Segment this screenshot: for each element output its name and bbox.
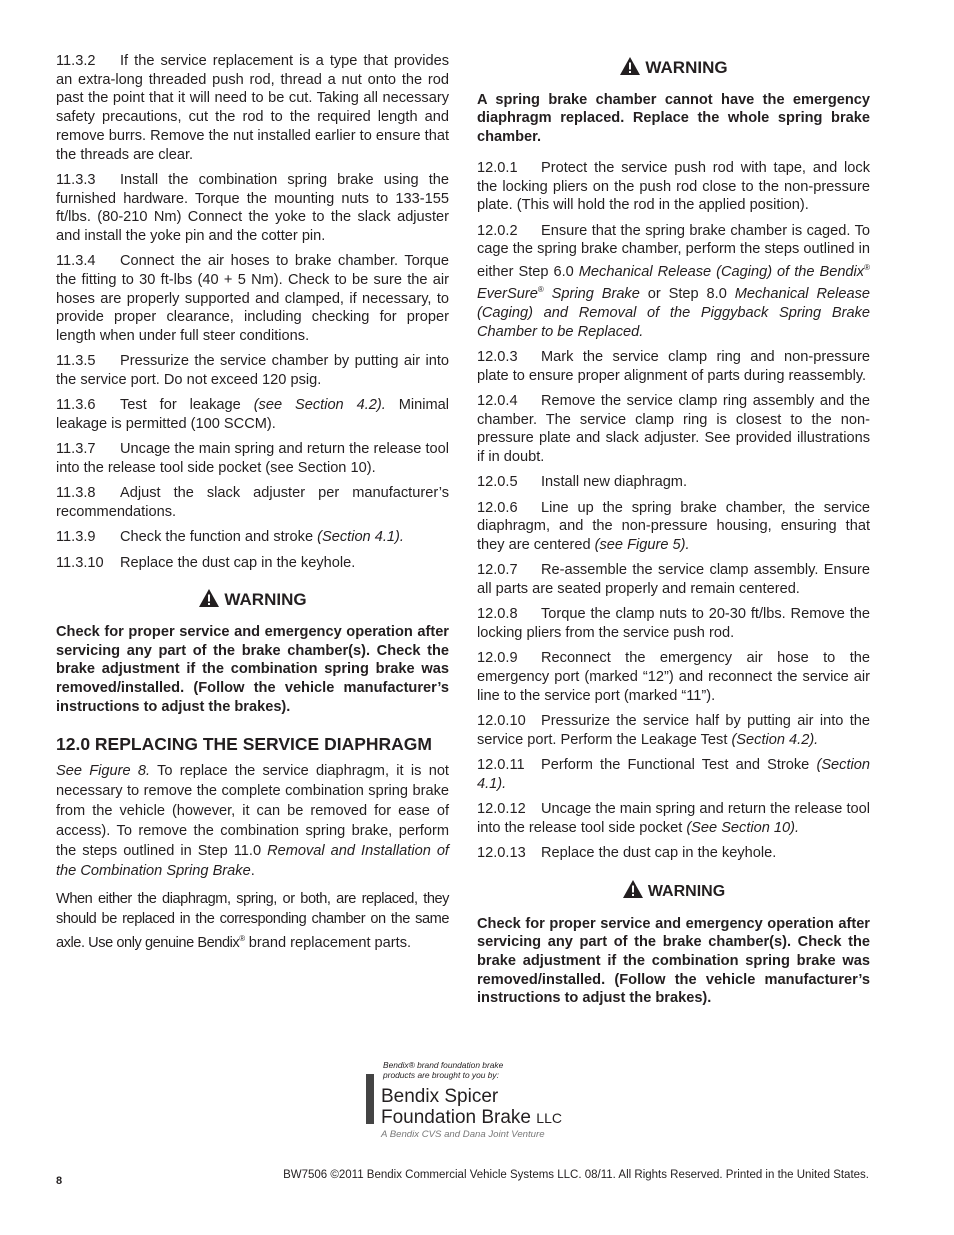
step-text: If the service replacement is a type that provides an extra-long threaded push rod, thread a nut onto the rod past the point that it will need to be cut. Taking all necessary safety precautions, cut the rod to the required length and remove burrs. Remove the nut installed earlier to ensure that the threads are clear. [56, 53, 449, 163]
step-text: Install the combination spring brake using the furnished hardware. Torque the mounting nuts to 133-155 ft/lbs. (80-210 Nm) Connect the yoke to the slack adjuster and install the yoke pin and the cotter pin. [56, 171, 449, 244]
step-11-3-10: 11.3.10 Replace the dust cap in the keyhole. [56, 554, 356, 571]
procedure-step [56, 440, 449, 477]
warning-heading: WARNING [477, 879, 870, 905]
step-text: Protect the service push rod with tape, and lock the locking pliers on the push rod close to the non-pressure plate. (This will hold the rod in the applied position). [477, 159, 870, 214]
step-number: 12.0.1 [477, 159, 518, 176]
replacement-paragraph: When either the diaphragm, spring, or both, are replaced, they should be replaced in the corresponding chamber on the same axle. Use only genuine Bendix® brand replacement parts. [56, 891, 449, 952]
step-number: 11.3.7 [56, 441, 96, 458]
step-text: Adjust the slack adjuster per manufacturer’s recommendations. [56, 485, 449, 521]
step-number: 11.3.4 [56, 253, 96, 270]
warning-triangle-icon [622, 879, 644, 905]
right-steps-group-2 [477, 348, 870, 492]
page-number: 8 [56, 1175, 63, 1187]
left-steps-group [56, 52, 449, 390]
warning-text: A spring brake chamber cannot have the emergency diaphragm replaced. Replace the whole spring brake chamber. [477, 91, 870, 146]
procedure-step [477, 348, 870, 385]
step-12-0-11: 12.0.11 Perform the Functional Test and Stroke (Section 4.1). [477, 757, 870, 792]
step-text: Uncage the main spring and return the release tool into the release tool side pocket (see Section 10). [56, 441, 449, 477]
step-text: Pressurize the service chamber by putting air into the service port. Do not exceed 120 psig. [56, 353, 449, 389]
right-column [477, 52, 870, 1020]
step-text: Torque the clamp nuts to 20-30 ft/lbs. Remove the locking pliers from the service push rod. [477, 606, 870, 642]
warning-triangle-icon [198, 588, 220, 613]
warning-text: Check for proper service and emergency operation after servicing any part of the brake chamber(s). Check the brake adjustment if the combination spring brake was removed/installed. (Follow the vehicle manufacturer’s instructions to adjust the brakes). [477, 915, 870, 1007]
step-12-0-10: 12.0.10 Pressurize the service half by putting air into the service port. Perform the Leakage Test (Section 4.2). [477, 713, 870, 748]
procedure-step [56, 252, 449, 346]
step-text: Mark the service clamp ring and non-pressure plate to ensure proper alignment of parts during reassembly. [477, 349, 870, 384]
procedure-step [477, 392, 870, 467]
step-text: Reconnect the emergency air hose to the emergency port (marked “12”) and reconnect the service air line to the service port (marked “11”). [477, 650, 870, 704]
warning-text: Check for proper service and emergency operation after servicing any part of the brake chamber(s). Check the brake adjustment if the combination spring brake was removed/installed. (Follow the vehicle manufacturer’s instructions to adjust the brakes). [56, 624, 449, 715]
procedure-step [56, 171, 449, 246]
step-12-0-13: 12.0.13 Replace the dust cap in the keyhole. [477, 845, 777, 862]
step-11-3-9: 11.3.9 Check the function and stroke (Section 4.1). [56, 529, 404, 546]
step-number: 11.3.3 [56, 171, 96, 188]
procedure-step [56, 484, 449, 521]
step-text: Install new diaphragm. [541, 474, 688, 491]
step-number: 11.3.2 [56, 53, 96, 69]
step-number: 11.3.8 [56, 485, 96, 502]
warning-heading: WARNING [477, 56, 870, 81]
step-12-0-2: 12.0.2 Ensure that the spring brake chamber is caged. To cage the spring brake chamber, perform the steps outlined in either Step 6.0 Mechanical Release (Caging) of the Bendix® EverSure® Spring Brake or Step 8.0 Mechanical Release (Caging) and Removal of the Piggyback Spring Brake Chamber to be Replaced. [477, 222, 870, 340]
intro-paragraph: See Figure 8. To replace the service diaphragm, it is not necessary to remove the complete combination spring brake from the vehicle (however, it can be removed for ease of access). To remove the combination spring brake, perform the steps outlined in Step 11.0 Removal and Installation of the Combination Spring Brake. [56, 763, 449, 880]
left-steps-group-2 [56, 440, 449, 521]
step-text: Remove the service clamp ring assembly and the chamber. The service clamp ring is closest to the non-pressure plate and slack adjuster. See provided illustrations if in doubt. [477, 393, 870, 466]
bendix-spicer-logo [366, 1060, 586, 1140]
step-12-0-6: 12.0.6 Line up the spring brake chamber, the service diaphragm, and the non-pressure housing, ensuring that they are centered (see Figure 5). [477, 499, 870, 554]
step-number: 12.0.3 [477, 349, 518, 366]
warning-heading: WARNING [56, 588, 449, 613]
section-heading: 12.0 REPLACING THE SERVICE DIAPHRAGM [56, 733, 432, 754]
procedure-step [477, 473, 870, 492]
step-number: 12.0.9 [477, 650, 518, 667]
procedure-step [477, 649, 870, 705]
procedure-step [56, 52, 449, 164]
warning-triangle-icon [619, 56, 641, 81]
left-column [56, 52, 449, 961]
logo-joint-venture: A Bendix CVS and Dana Joint Venture [381, 1129, 545, 1140]
procedure-step [56, 352, 449, 389]
procedure-step [477, 605, 870, 642]
step-text: Re-assemble the service clamp assembly. Ensure all parts are seated properly and remain centered. [477, 562, 870, 598]
step-number: 12.0.7 [477, 562, 518, 579]
logo-name-1: Bendix Spicer [381, 1086, 499, 1107]
logo-tagline-1: Bendix® brand foundation brake [383, 1060, 504, 1070]
logo-name-2: Foundation Brake LLC [381, 1107, 562, 1128]
procedure-step [477, 159, 870, 215]
footer-copyright: BW7506 ©2011 Bendix Commercial Vehicle Systems LLC. 08/11. All Rights Reserved. Printed in the United States. [283, 1169, 869, 1181]
logo-bar [366, 1074, 374, 1124]
logo-tagline-2: products are brought to you by: [383, 1070, 499, 1080]
step-number: 12.0.4 [477, 393, 518, 410]
step-number: 12.0.8 [477, 606, 518, 623]
procedure-step [477, 561, 870, 598]
right-steps-group [477, 159, 870, 215]
step-12-0-12: 12.0.12 Uncage the main spring and return the release tool into the release tool side pocket (See Section 10). [477, 801, 870, 836]
step-number: 11.3.5 [56, 353, 96, 370]
step-11-3-6: 11.3.6 Test for leakage (see Section 4.2). Minimal leakage is permitted (100 SCCM). [56, 397, 449, 433]
step-text: Connect the air hoses to brake chamber. Torque the fitting to 30 ft-lbs (40 + 5 Nm). Check to be sure the air hoses are properly supported and clamped, if necessary, to provide proper clearance, including checking for proper length when under full steer conditions. [56, 253, 449, 345]
step-number: 12.0.5 [477, 474, 518, 491]
right-steps-group-3 [477, 561, 870, 705]
